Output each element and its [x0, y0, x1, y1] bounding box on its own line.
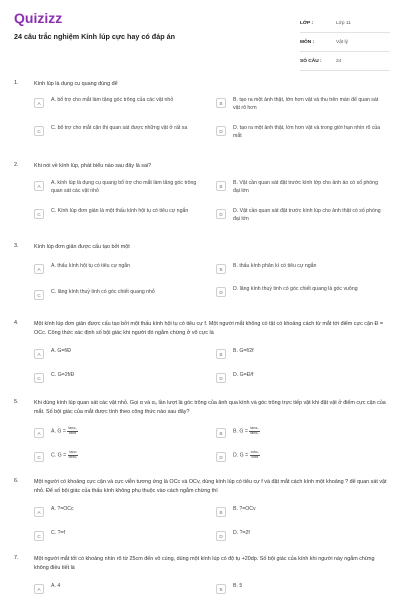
- option-badge: A: [34, 98, 44, 108]
- meta-key: SỐ CÂU :: [300, 58, 322, 64]
- svg-text:Quizizz: Quizizz: [14, 10, 63, 26]
- option-b[interactable]: [216, 180, 386, 195]
- option-badge: B: [216, 584, 226, 594]
- option-badge: D: [216, 287, 226, 297]
- formula-prefix: C. G =: [51, 452, 67, 459]
- formula-prefix: D. G =: [233, 452, 249, 459]
- fraction: [68, 451, 79, 460]
- option-a[interactable]: [34, 97, 204, 108]
- option-text: B. ?=OCv: [233, 506, 256, 512]
- option-b[interactable]: [216, 348, 386, 359]
- option-text: C. G=2f/Đ: [51, 372, 75, 378]
- option-badge: B: [216, 428, 226, 438]
- meta-value: 24: [336, 58, 342, 64]
- fraction-numerator: tanα₀: [68, 426, 77, 430]
- option-text: D. G=Đ/f: [233, 372, 254, 378]
- option-text: C. Kính lúp đơn giản là một thấu kính hội tụ có tiêu cự ngắn: [51, 208, 189, 214]
- question-text: Khi dùng kính lúp quan sát các vật nhỏ. Gọi α và α₀ lần lượt là góc trông của ảnh qua kính và góc trông trực tiếp vật khi đặt vật ở điểm cực cận của mắt. Số bội giác của mắt được tính theo công thức nào sau đây?: [34, 400, 386, 415]
- question-number: 6.: [14, 478, 19, 484]
- option-d[interactable]: [216, 286, 386, 297]
- option-badge: C: [34, 209, 44, 219]
- option-badge: A: [34, 428, 44, 438]
- option-badge: B: [216, 98, 226, 108]
- fraction-denominator: tanα₀: [68, 454, 78, 459]
- option-d[interactable]: [216, 125, 386, 140]
- option-a[interactable]: [34, 506, 204, 517]
- option-d[interactable]: [216, 372, 386, 383]
- fraction: [249, 427, 260, 436]
- option-badge: D: [216, 531, 226, 541]
- option-badge: B: [216, 507, 226, 517]
- question-number: 1.: [14, 80, 19, 86]
- option-c[interactable]: [34, 125, 204, 136]
- option-b[interactable]: [216, 97, 386, 112]
- fraction-denominator: cotα: [251, 454, 259, 459]
- fraction-numerator: tanα₀: [250, 426, 259, 430]
- option-text: A. G=f/Đ: [51, 348, 72, 354]
- option-badge: C: [34, 126, 44, 136]
- option-c[interactable]: [34, 289, 204, 300]
- option-badge: C: [34, 531, 44, 541]
- option-badge: C: [34, 290, 44, 300]
- formula-prefix: A. G =: [51, 428, 66, 435]
- meta-key: MÔN :: [300, 39, 315, 45]
- option-badge: A: [34, 181, 44, 191]
- option-text: B. tạo ra một ảnh thật, lớn hơn vật và thu trên màn để quan sát vật rõ hơn: [233, 97, 379, 111]
- option-text: A. thấu kính hội tụ có tiêu cự ngắn: [51, 263, 131, 269]
- option-badge: B: [216, 349, 226, 359]
- question-text: Kính lúp là dụng cụ quang dùng để: [34, 81, 118, 87]
- question-number: 5.: [14, 399, 19, 405]
- formula-prefix: B. G =: [233, 428, 248, 435]
- option-a[interactable]: [34, 427, 204, 438]
- question-text: Kính lúp đơn giản được cấu tạo bởi một: [34, 244, 130, 250]
- option-b[interactable]: [216, 506, 386, 517]
- option-text: A. ?=OCc: [51, 506, 74, 512]
- question-number: 2.: [14, 162, 19, 168]
- option-b[interactable]: [216, 263, 386, 274]
- option-text: A. bổ trợ cho mắt làm tăng góc trông của các vật nhỏ: [51, 97, 174, 103]
- meta-row-grade: [300, 14, 390, 33]
- option-badge: D: [216, 209, 226, 219]
- option-text: C. lăng kính thuỷ tinh có góc chiết quang nhỏ: [51, 289, 155, 295]
- fraction-numerator: cotα₀: [250, 450, 259, 454]
- fraction-denominator: tanα: [69, 430, 77, 435]
- option-formula: [44, 451, 204, 460]
- option-text: D. ?=2f: [233, 530, 250, 536]
- question-number: 4.: [14, 320, 19, 326]
- option-text: C. bổ trợ cho mắt cận thị quan sát được những vật ở rất xa: [51, 125, 188, 131]
- option-text: B. Vật cần quan sát đặt trước kính lớp cho ảnh ảo có số phóng đại lớn: [233, 180, 378, 194]
- fraction: [250, 451, 260, 460]
- option-d[interactable]: [216, 451, 386, 462]
- option-c[interactable]: [34, 530, 204, 541]
- fraction-numerator: tanα: [69, 450, 77, 454]
- meta-row-count: [300, 52, 390, 71]
- question-text: Một người có khoảng cực cận và cực viễn tương ứng là OCc và OCv, dùng kính lúp có tiêu cự f và đặt mắt cách kính một khoảng ? để quan sát vật nhỏ. Để số bội giác của thấu kính không phụ thuộc vào cách ngắm chừng thì: [34, 479, 387, 494]
- meta-value: Vật lý: [336, 39, 348, 45]
- fraction: [67, 427, 78, 436]
- option-badge: B: [216, 181, 226, 191]
- meta-table: [300, 14, 390, 71]
- question-text: Khi nói về kính lúp, phát biểu nào sau đây là sai?: [34, 163, 152, 169]
- question-text: Một người mắt tốt có khoảng nhìn rõ từ 25cm đến vô cùng, dùng một kính lúp có độ tụ +20dp. Số bội giác của kính khi người này ngắm chừng không điều tiết là: [34, 556, 375, 571]
- question-number: 3.: [14, 243, 19, 249]
- option-badge: A: [34, 349, 44, 359]
- option-text: A. 4: [51, 583, 61, 589]
- option-a[interactable]: [34, 583, 204, 594]
- option-formula: [226, 451, 386, 460]
- option-text: B. thấu kính phân kì có tiêu cự ngắn: [233, 263, 317, 269]
- option-d[interactable]: [216, 208, 386, 223]
- option-formula: [226, 427, 386, 436]
- option-b[interactable]: [216, 427, 386, 438]
- document-title: 24 câu trắc nghiệm Kính lúp cực hay có đáp án: [14, 32, 175, 41]
- option-formula: [44, 427, 204, 436]
- option-text: D. tạo ra một ảnh thật, lớn hơn vật và trong giới hạn nhìn rõ của mắt: [233, 125, 381, 139]
- meta-key: LỚP :: [300, 20, 314, 26]
- option-badge: B: [216, 264, 226, 274]
- option-c[interactable]: [34, 451, 204, 462]
- option-badge: A: [34, 584, 44, 594]
- option-a[interactable]: [34, 348, 204, 359]
- question-text: Một kính lúp đơn giản được cấu tạo bởi một thấu kính hội tụ có tiêu cự f. Một người mắt không có tật có khoảng cách từ mắt tới điểm cực cận Đ = OCc. Công thức xác định số bội giác khi người đó ngắm chừng ở vô cực là: [34, 321, 383, 336]
- quizizz-logo: [14, 10, 68, 26]
- option-text: B. 5: [233, 583, 243, 589]
- option-c[interactable]: [34, 208, 204, 219]
- option-c[interactable]: [34, 372, 204, 383]
- option-badge: D: [216, 452, 226, 462]
- option-d[interactable]: [216, 530, 386, 541]
- option-text: B. G=f/2f: [233, 348, 254, 354]
- question-number: 7.: [14, 555, 19, 561]
- option-text: D. lăng kính thuỷ tinh có góc chiết quang là góc vuông: [233, 286, 358, 292]
- option-badge: D: [216, 373, 226, 383]
- option-badge: D: [216, 126, 226, 136]
- option-badge: C: [34, 373, 44, 383]
- option-b[interactable]: [216, 583, 386, 594]
- option-text: D. Vật cần quan sát đặt trước kính lúp cho ảnh thật có số phóng đại lớn: [233, 208, 381, 222]
- option-text: C. ?=f: [51, 530, 65, 536]
- option-badge: A: [34, 264, 44, 274]
- option-a[interactable]: [34, 180, 204, 195]
- option-badge: C: [34, 452, 44, 462]
- option-text: A. kính lúp là dụng cụ quang bổ trợ cho mắt làm tăng góc trông quan sát các vật nhỏ: [51, 180, 197, 194]
- option-a[interactable]: [34, 263, 204, 274]
- fraction-denominator: tanα₀: [250, 430, 259, 435]
- meta-row-subject: [300, 33, 390, 52]
- option-badge: A: [34, 507, 44, 517]
- document-header: [0, 0, 400, 72]
- meta-value: Lớp 11: [336, 20, 351, 26]
